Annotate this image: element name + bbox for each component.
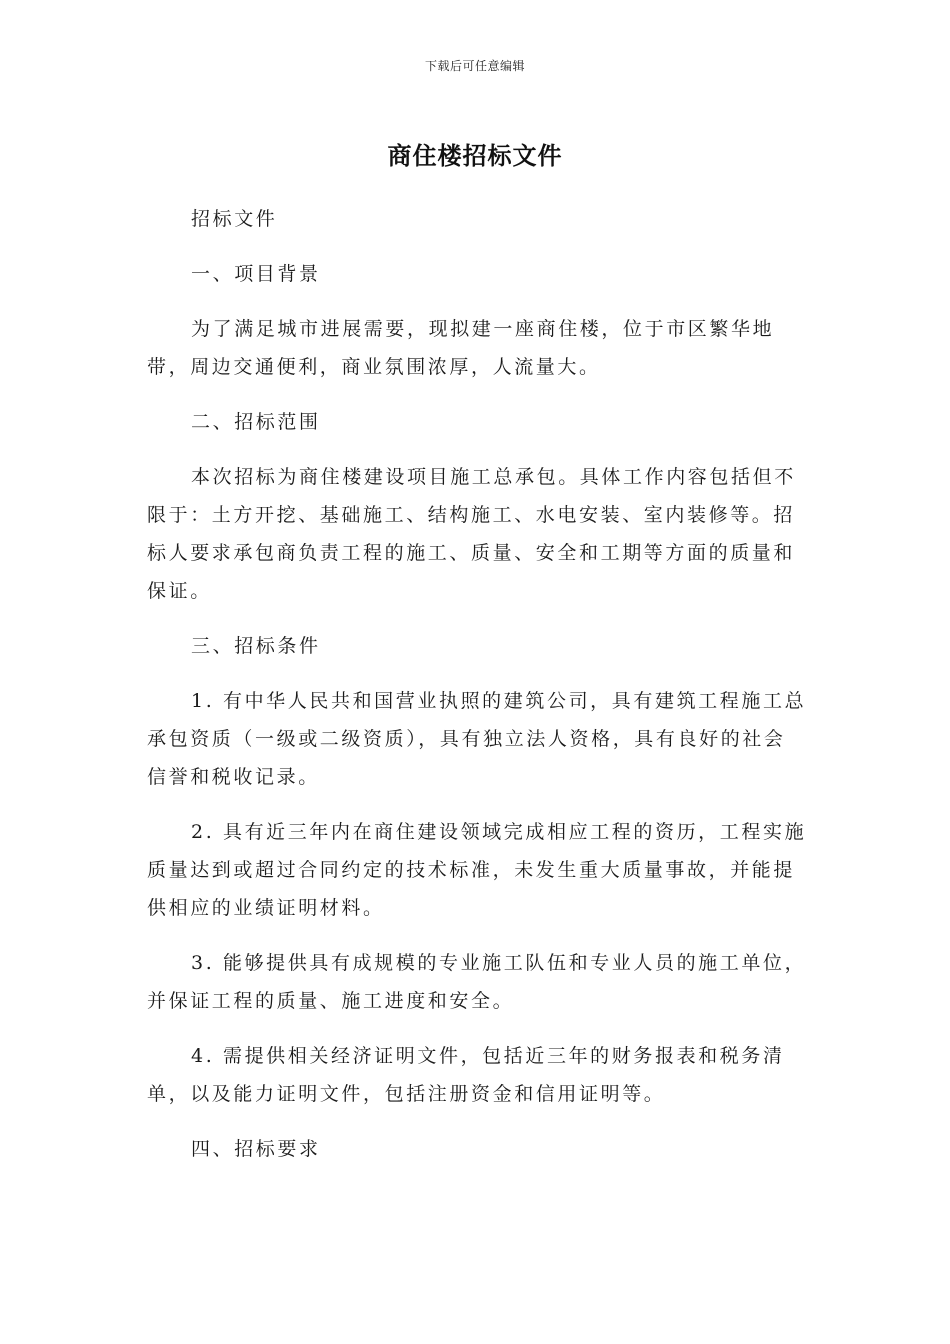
condition-item-3: 3. 能够提供具有成规模的专业施工队伍和专业人员的施工单位，并保证工程的质量、施工进度和安全。 (147, 952, 807, 1012)
paragraph-background: 为了满足城市进展需要，现拟建一座商住楼，位于市区繁华地带，周边交通便利，商业氛围浓厚，人流量大。 (147, 318, 775, 378)
header-note: 下载后可任意编辑 (424, 59, 525, 73)
condition-item-1: 1. 有中华人民共和国营业执照的建筑公司，具有建筑工程施工总承包资质（一级或二级资质），具有独立法人资格，具有良好的社会信誉和税收记录。 (147, 690, 807, 788)
paragraph-doc-label: 招标文件 (191, 208, 278, 230)
section-heading-requirements: 四、招标要求 (191, 1138, 321, 1160)
section-heading-background: 一、项目背景 (191, 263, 321, 285)
condition-item-2: 2. 具有近三年内在商住建设领域完成相应工程的资历，工程实施质量达到或超过合同约定的技术标准，未发生重大质量事故，并能提供相应的业绩证明材料。 (147, 821, 807, 919)
condition-item-4: 4. 需提供相关经济证明文件，包括近三年的财务报表和税务清单，以及能力证明文件，包括注册资金和信用证明等。 (147, 1045, 785, 1105)
paragraph-scope: 本次招标为商住楼建设项目施工总承包。具体工作内容包括但不限于：土方开挖、基础施工、结构施工、水电安装、室内装修等。招标人要求承包商负责工程的施工、质量、安全和工期等方面的质量和保证。 (147, 466, 796, 602)
document-title: 商住楼招标文件 (387, 142, 563, 170)
section-heading-conditions: 三、招标条件 (191, 635, 321, 657)
section-heading-scope: 二、招标范围 (191, 411, 321, 433)
document-body (147, 200, 807, 1185)
